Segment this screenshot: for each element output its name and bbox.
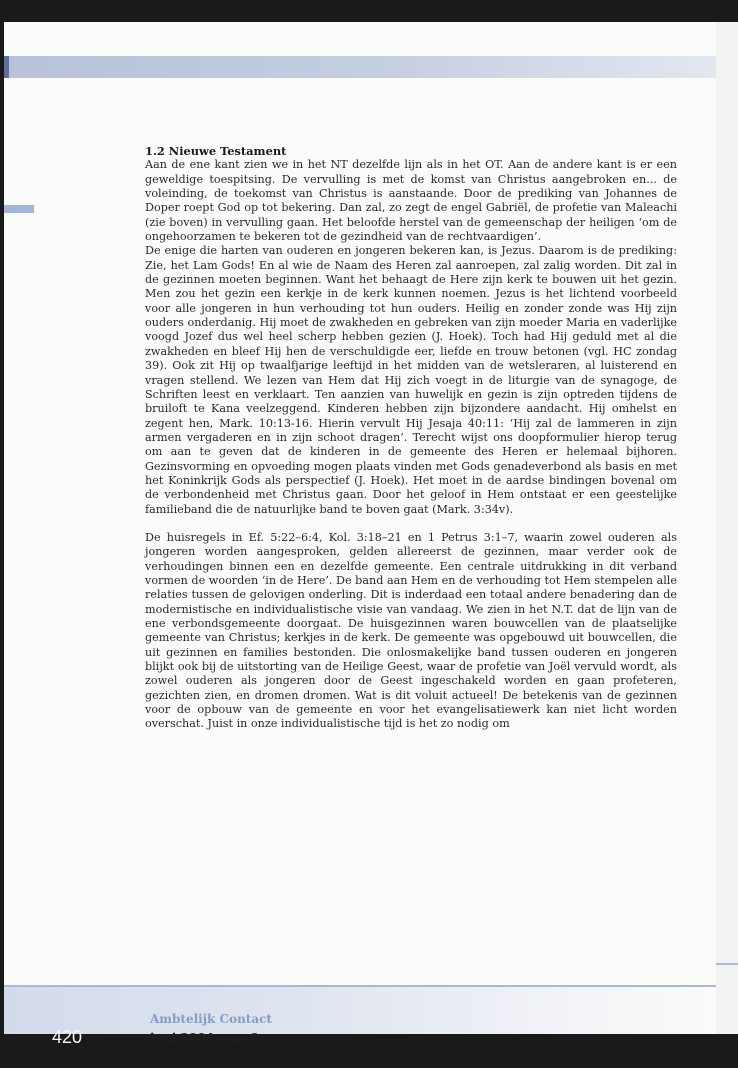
paragraph: De enige die harten van ouderen en jongeren bekeren kan, is Jezus. Daarom is de prediking: Zie, het Lam Gods! En al wie de Naam des Heren zal aanroepen, zal zalig worden. Dit zal in de gezinnen moeten beginnen. Want het behaagt de Here zijn kerk te bouwen uit het gezin. Men zou het gezin een kerkje in de kerk kunnen noemen. Jezus is het lichtend voorbeeld voor alle jongeren in hun verhouding tot hun ouders. Heilig en zonder zonde was Hij zijn ouders onderdanig. Hij moet de zwakheden en gebreken van zijn moeder Maria en vaderlijke voogd Jozef dus wel heel scherp hebben gezien (J. Hoek). Toch had Hij geduld met al die zwakheden en bleef Hij hen de verschuldigde eer, liefde en trouw betonen (vgl. HC zondag 39). Ook zit Hij op twaalfjarige leeftijd in het midden van de wetsleraren, al luisterend en vragen stellend. We lezen van Hem dat Hij zich voegt in de liturgie van de synagoge, de Schriften leest en verklaart. Ten aanzien van huwelijk en gezin is zijn optreden tijdens de bruiloft te Kana veelzeggend. Kinderen hebben zijn bijzondere aandacht. Hij omhelst en zegent hen, Mark. 10:13-16. Hierin vervult Hij Jesaja 40:11: ‘Hij zal de lammeren in zijn armen vergaderen en in zijn schoot dragen’. Terecht wijst ons doopformulier hierop terug om aan te geven dat de kinderen in de gemeente des Heren er helemaal bijhoren. Gezinsvorming en opvoeding mogen plaats vinden met Gods genadeverbond als basis en met het Koninkrijk Gods als perspectief (J. Hoek). Het moet in de aardse bindingen bovenal om de verbondenheid met Christus gaan. Door het geloof in Hem ontstaat er een geestelijke familieband die de natuurlijke band te boven gaat (Mark. 3:34v). — [145, 244, 677, 516]
section-heading: 1.2 Nieuwe Testament — [145, 144, 287, 158]
paragraph-spacer — [145, 517, 677, 531]
document-page — [4, 22, 716, 1047]
footer-band — [4, 987, 716, 1034]
article-body — [145, 144, 677, 732]
margin-marker — [4, 205, 34, 213]
page-edge — [716, 22, 738, 1034]
paragraph: Aan de ene kant zien we in het NT dezelfde lijn als in het OT. Aan de andere kant is er een geweldige toespitsing. De vervulling is met de komst van Christus aangebroken en... de voleinding, de toekomst van Christus is aanstaande. Door de prediking van Johannes de Doper roept God op tot bekering. Dan zal, zo zegt de engel Gabriël, de profetie van Maleachi (zie boven) in vervulling gaan. Het beloofde herstel van de gemeenschap der heiligen ‘om de ongehoorzamen te bekeren tot de gezindheid van de rechtvaardigen’. — [145, 158, 677, 244]
paragraph: De huisregels in Ef. 5:22–6:4, Kol. 3:18–21 en 1 Petrus 3:1–7, waarin zowel ouderen als jongeren worden aangesproken, gelden allereerst de gezinnen, maar verder ook de verhoudingen binnen een en dezelfde gemeente. Een centrale uitdrukking in dit verband vormen de woorden ‘in de Here’. De band aan Hem en de verhouding tot Hem stempelen alle relaties tussen de gelovigen onderling. Dit is inderdaad een totaal andere benadering dan de modernistische en individualistische visie van vandaag. We zien in het N.T. dat de lijn van de ene verbondsgemeente doorgaat. De huisgezinnen waren bouwcellen van de plaatselijke gemeente van Christus; kerkjes in de kerk. De gemeente was opgebouwd uit bouwcellen, die uit gezinnen en families bestonden. Die onlosmakelijke band tussen ouderen en jongeren blijkt ook bij de uitstorting van de Heilige Geest, waar de profetie van Joël vervuld wordt, als zowel ouderen als jongeren door de Geest ingeschakeld worden en gaan profeteren, gezichten zien, en dromen dromen. Wat is dit voluit actueel! De betekenis van de gezinnen voor de opbouw van de gemeente en voor het evangelisatiewerk kan niet licht worden overschat. Juist in onze individualistische tijd is het zo nodig om — [145, 530, 677, 731]
header-band-edge — [4, 56, 9, 78]
header-color-band — [4, 56, 716, 78]
journal-title: Ambtelijk Contact — [150, 1012, 272, 1026]
issue-label: juni 2004 - nr. 6 — [150, 1031, 258, 1045]
page-number: 420 — [52, 1027, 83, 1047]
footer-rule-extension — [716, 963, 738, 965]
